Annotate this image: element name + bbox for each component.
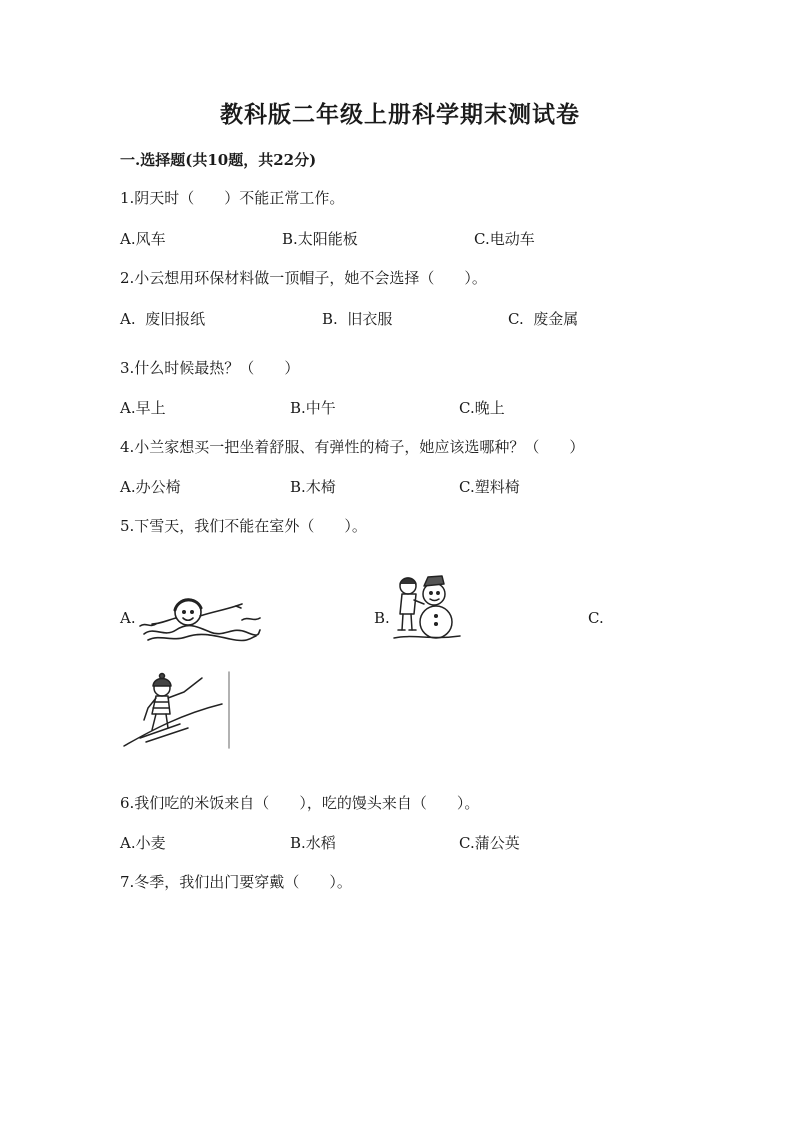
q4-option-b: B.木椅 (290, 478, 336, 496)
question-4: 4.小兰家想买一把坐着舒服、有弹性的椅子，她应该选哪种？（ ） (120, 438, 585, 456)
q1-option-b: B.太阳能板 (282, 230, 358, 248)
q5-option-a: A. (120, 609, 136, 627)
q2-option-b: B. 旧衣服 (322, 310, 393, 328)
skiing-picture (122, 668, 232, 752)
q4-option-c: C.塑料椅 (459, 478, 520, 496)
question-3: 3.什么时候最热？（ ） (120, 359, 300, 377)
question-6: 6.我们吃的米饭来自（ ），吃的馒头来自（ ）。 (120, 794, 480, 812)
q5-option-c: C. (588, 609, 604, 627)
q1-option-a: A.风车 (120, 230, 166, 248)
section-heading: 一.选择题(共10题，共22分) (120, 151, 317, 169)
q6-option-c: C.蒲公英 (459, 834, 520, 852)
q5-option-b: B. (374, 609, 390, 627)
question-5: 5.下雪天，我们不能在室外（ ）。 (120, 517, 367, 535)
snowman-picture (392, 570, 462, 642)
q4-option-a: A.办公椅 (120, 478, 181, 496)
q3-option-a: A.早上 (120, 399, 166, 417)
page-title: 教科版二年级上册科学期末测试卷 (220, 101, 580, 128)
q6-option-a: A.小麦 (120, 834, 166, 852)
question-7: 7.冬季，我们出门要穿戴（ ）。 (120, 873, 352, 891)
swimming-picture (138, 588, 264, 644)
question-1: 1.阴天时（ ）不能正常工作。 (120, 189, 345, 207)
q3-option-b: B.中午 (290, 399, 336, 417)
q2-option-c: C. 废金属 (508, 310, 579, 328)
q1-option-c: C.电动车 (474, 230, 535, 248)
question-2: 2.小云想用环保材料做一顶帽子，她不会选择（ ）。 (120, 269, 487, 287)
q6-option-b: B.水稻 (290, 834, 336, 852)
q2-option-a: A. 废旧报纸 (120, 310, 206, 328)
q3-option-c: C.晚上 (459, 399, 505, 417)
